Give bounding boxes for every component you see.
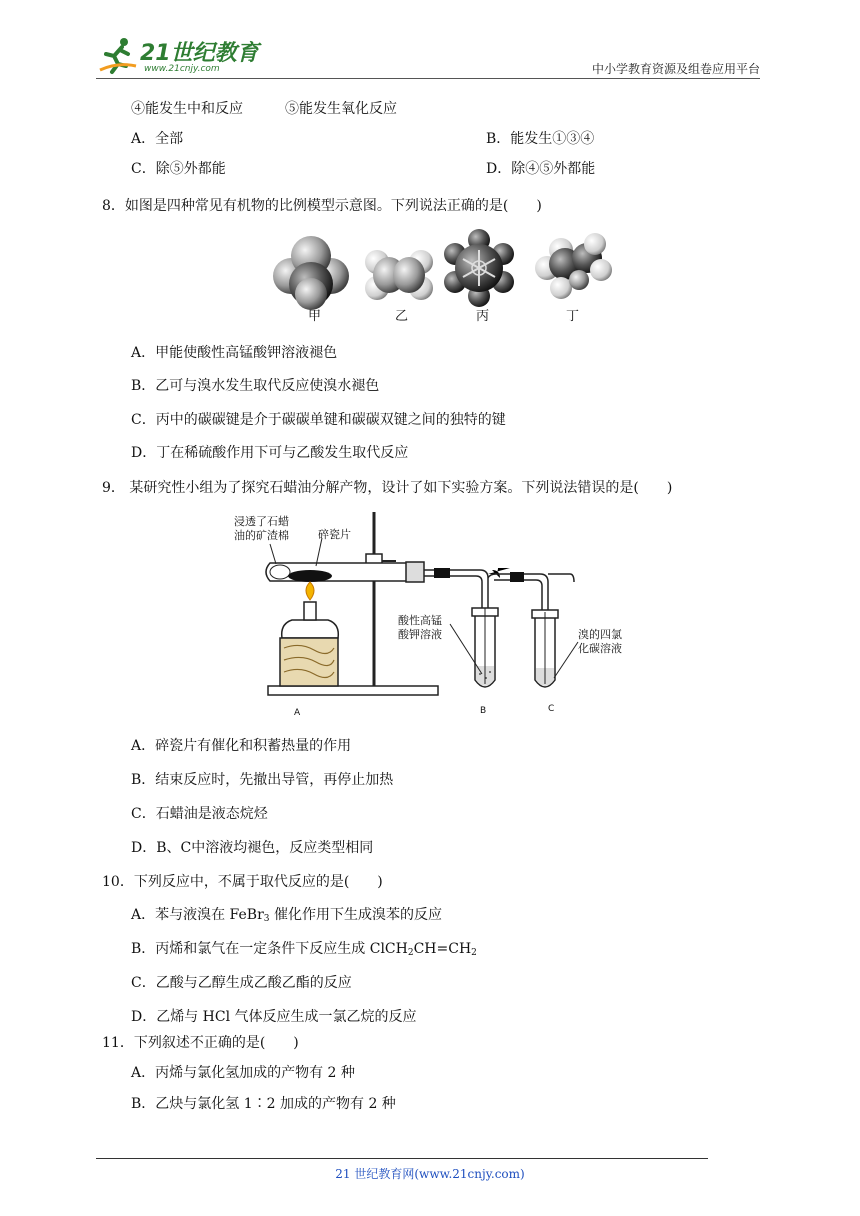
q10-a-post: 催化作用下生成溴苯的反应: [269, 907, 442, 923]
label-yi: 乙: [395, 309, 409, 324]
q7-option-c: C．除⑤外都能: [131, 161, 226, 177]
label-soaked-wool: 浸透了石蜡: [234, 515, 289, 528]
q10-b-sub1: 2: [407, 948, 414, 958]
apparatus-label-c: C: [548, 704, 555, 714]
q8-stem: 8．如图是四种常见有机物的比例模型示意图。下列说法正确的是( ): [102, 198, 542, 214]
q10-a-sub: 3: [263, 914, 270, 924]
q9-option-d: D．B、C中溶液均褪色，反应类型相同: [131, 840, 374, 856]
q10-option-a: [131, 904, 442, 924]
q8-option-a: A．甲能使酸性高锰酸钾溶液褪色: [131, 345, 338, 361]
q7-option-b: B．能发生①③④: [486, 131, 595, 147]
q10-a-pre: A．苯与液溴在 FeBr: [131, 907, 264, 923]
label-bromine: 溴的四氯: [578, 628, 622, 641]
q10-stem: 10．下列反应中，不属于取代反应的是( ): [102, 874, 383, 890]
q9-option-b: B．结束反应时，先撤出导管，再停止加热: [131, 772, 394, 788]
q8-option-d: D．丁在稀硫酸作用下可与乙酸发生取代反应: [131, 445, 409, 461]
logo-url: www.21cnjy.com: [144, 64, 220, 74]
label-porcelain: 碎瓷片: [318, 528, 351, 541]
q7-items: ④能发生中和反应 ⑤能发生氧化反应: [131, 101, 397, 117]
q10-b-mid: CH=CH: [413, 941, 472, 957]
q9-stem: 9． 某研究性小组为了探究石蜡油分解产物，设计了如下实验方案。下列说法错误的是( ): [102, 480, 673, 496]
q10-option-b: [131, 938, 477, 958]
methane-model: [273, 236, 349, 310]
q11-option-b: B．乙炔与氯化氢 1∶2 加成的产物有 2 种: [131, 1096, 396, 1112]
q8-option-b: B．乙可与溴水发生取代反应使溴水褪色: [131, 378, 380, 394]
apparatus-label-b: B: [480, 706, 487, 716]
footer-divider: [96, 1158, 708, 1159]
label-jia: 甲: [308, 309, 322, 324]
q10-option-d: D．乙烯与 HCl 气体反应生成一氯乙烷的反应: [131, 1009, 417, 1025]
q8-option-c: C．丙中的碳碳键是介于碳碳单键和碳碳双键之间的独特的键: [131, 412, 506, 428]
label-bromine-2: 化碳溶液: [578, 642, 622, 655]
q10-b-sub2: 2: [471, 948, 477, 958]
label-ding: 丁: [566, 309, 580, 324]
q11-option-a: A．丙烯与氯化氢加成的产物有 2 种: [131, 1065, 355, 1081]
logo-text: 21世纪教育: [140, 41, 259, 66]
q7-option-d: D．除④⑤外都能: [486, 161, 596, 177]
logo: [96, 34, 266, 78]
ethanol-model: [535, 233, 612, 299]
q11-stem: 11．下列叙述不正确的是( ): [102, 1035, 299, 1051]
q10-b-pre: B．丙烯和氯气在一定条件下反应生成 ClCH: [131, 941, 408, 957]
runner-logo-icon: [98, 36, 138, 76]
label-soaked-wool-2: 油的矿渣棉: [234, 529, 289, 542]
q9-option-a: A．碎瓷片有催化和积蓄热量的作用: [131, 738, 352, 754]
header-divider: [96, 78, 760, 79]
q10-option-c: C．乙酸与乙醇生成乙酸乙酯的反应: [131, 975, 352, 991]
platform-name: 中小学教育资源及组卷应用平台: [591, 62, 760, 76]
benzene-model: [444, 229, 514, 307]
label-kmno4: 酸性高锰: [398, 614, 442, 627]
page-header: [96, 28, 760, 80]
label-bing: 丙: [476, 309, 490, 324]
q9-option-c: C．石蜡油是液态烷烃: [131, 806, 268, 822]
ethylene-model: [365, 250, 433, 300]
footer-text: 21 世纪教育网(www.21cnjy.com): [335, 1167, 525, 1181]
apparatus-label-a: A: [294, 708, 301, 718]
label-kmno4-2: 酸钾溶液: [398, 628, 442, 641]
q7-option-a: A．全部: [131, 131, 184, 147]
